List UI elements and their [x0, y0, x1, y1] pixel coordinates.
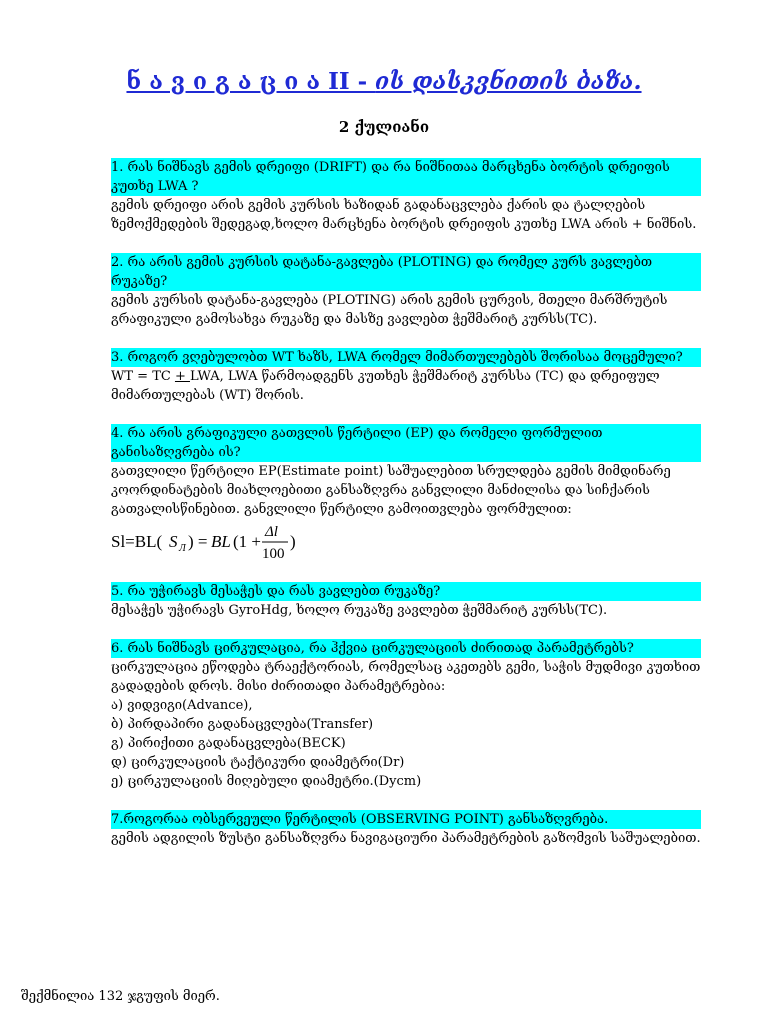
question-7: 7.როგორაა ობსერვეული წერტილის (OBSERVING POINT) განსაზღვრება. [111, 810, 701, 829]
formula-close: ) [290, 532, 296, 551]
formula-numerator: Δl [265, 524, 278, 540]
answer-3-post: LWA, LWA წარმოადგენს კუთხეს ჭეშმარიტ კურსსა (TC) და დრეიფულ მიმართულებას (WT) შორის. [111, 369, 660, 403]
question-block-1 [111, 158, 701, 234]
question-block-5 [111, 582, 701, 620]
question-list [111, 158, 701, 867]
document-title [0, 68, 768, 95]
list-item: ე) ცირკულაციის მიღებული დიამეტრი.(Dycm) [111, 774, 422, 789]
formula-bl: BL [211, 532, 231, 551]
formula-mid: ) = [188, 532, 208, 551]
question-block-2 [111, 253, 701, 329]
question-1: 1. რას ნიშნავს გემის დრეიფი (DRIFT) და რა ნიშნითაა მარცხენა ბორტის დრეიფის კუთხე LWA ? [111, 158, 701, 196]
subtitle: 2 ქულიანი [338, 118, 430, 136]
question-block-4 [111, 424, 701, 563]
formula-image [111, 521, 301, 563]
answer-1: გემის დრეიფი არის გემის კურსის ხაზიდან გადანაცვლება ქარის და ტალღების ზემოქმედების შედეგად,ხოლო მარცხენა ბორტის დრეიფის კუთხე LWA არის + ნიშნის. [111, 198, 697, 232]
formula-s: S [169, 532, 178, 551]
answer-3-pre: WT = TC [111, 369, 175, 384]
answer-2: გემის კურსის დატანა-გავლება (PLOTING) არის გემის ცურვის, მთელი მარშრუტის გრაფიკული გამოსახვა რუკაზე და მასზე ვავლებთ ჭეშმარიტ კურსს(TC). [111, 293, 668, 327]
title-italic: ის დასკვნითის ბაზა. [375, 68, 642, 95]
list-item: დ) ცირკულაციის ტაქტიკური დიამეტრი(Dr) [111, 755, 405, 770]
formula-sub: Л [179, 543, 186, 554]
list-item: ბ) პირდაპირი გადანაცვლება(Transfer) [111, 717, 374, 732]
question-block-7 [111, 810, 701, 848]
list-item: ა) ვიდვიგი(Advance), [111, 698, 253, 713]
footer-note: შექმნილია 132 ჯგუფის მიერ. [21, 989, 220, 1004]
question-3: 3. როგორ ვღებულობთ WT ხაზს, LWA რომელ მიმართულებებს შორისაა მოცემული? [111, 348, 701, 367]
title-main: ნ ა ვ ი გ ა ც ი ა II - [126, 68, 376, 95]
formula [111, 521, 701, 563]
question-5: 5. რა უჭირავს მესაჭეს და რას ვავლებთ რუკაზე? [111, 582, 701, 601]
question-block-6 [111, 639, 701, 791]
answer-7: გემის ადგილის ზუსტი განსაზღვრა ნავიგაციური პარამეტრების გაზომვის საშუალებით. [111, 831, 701, 846]
question-block-3 [111, 348, 701, 405]
formula-open: (1 + [233, 532, 261, 551]
answer-5: მესაჭეს უჭირავს GyroHdg, ხოლო რუკაზე ვავლებთ ჭეშმარიტ კურსს(TC). [111, 603, 608, 618]
plus-minus-sign: + [174, 369, 190, 384]
list-item: გ) პირიქითი გადანაცვლება(BECK) [111, 736, 346, 751]
formula-denominator: 100 [262, 546, 285, 562]
question-6: 6. რას ნიშნავს ცირკულაცია, რა ჰქვია ცირკულაციის ძირითად პარამეტრებს? [111, 639, 701, 658]
formula-lhs: Sl=BL( [111, 532, 163, 551]
question-2: 2. რა არის გემის კურსის დატანა-გავლება (PLOTING) და რომელ კურს ვავლებთ რუკაზე? [111, 253, 701, 291]
answer-3 [111, 367, 701, 405]
question-4: 4. რა არის გრაფიკული გათვლის წერტილი (EP) და რომელი ფორმულით განისაზღვრება ის? [111, 424, 701, 462]
answer-4: გათვლილი წერტილი EP(Estimate point) საშუალებით სრულდება გემის მიმდინარე კოორდინატების მიახლოებითი განსაზღვრა განვლილი მანძილისა და სიჩქარის გათვალისწინებით. განვლილი წერტილი გამოითვლება ფორმულით: [111, 464, 671, 517]
answer-6: ცირკულაცია ეწოდება ტრაექტორიას, რომელსაც აკეთებს გემი, საჭის მუდმივი კუთხით გადადების დროს. მისი ძირითადი პარამეტრებია: [111, 660, 701, 694]
